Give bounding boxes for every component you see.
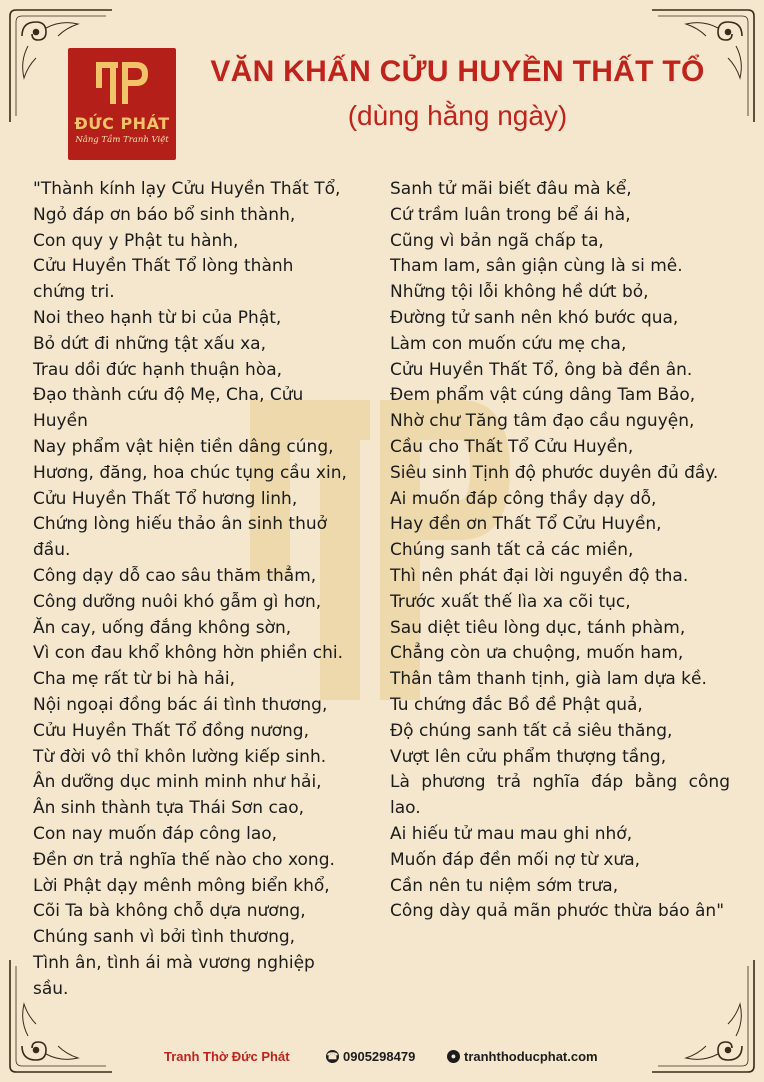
prayer-line: Làm con muốn cứu mẹ cha, (390, 333, 627, 354)
prayer-line: Hương, đăng, hoa chúc tụng cầu xin, (33, 462, 347, 483)
prayer-line: Cửu Huyền Thất Tổ, ông bà đền ân. (390, 359, 693, 380)
prayer-left-column (33, 177, 348, 1003)
prayer-line: Đền ơn trả nghĩa thế nào cho xong. (33, 849, 335, 870)
prayer-line: Những tội lỗi không hề dứt bỏ, (390, 282, 649, 303)
prayer-line: Công dưỡng nuôi khó gẫm gì hơn, (33, 591, 322, 612)
prayer-line: Ai muốn đáp công thầy dạy dỗ, (390, 488, 657, 509)
prayer-line: Cũng vì bản ngã chấp ta, (390, 230, 604, 251)
prayer-line: Trau dồi đức hạnh thuận hòa, (33, 359, 283, 380)
prayer-line: Hay đền ơn Thất Tổ Cửu Huyền, (390, 514, 662, 535)
prayer-line: Siêu sinh Tịnh độ phước duyên đủ đầy. (390, 462, 719, 483)
prayer-line: Chúng sanh vì bởi tình thương, (33, 927, 296, 948)
globe-icon: ● (447, 1050, 460, 1063)
prayer-line: Sanh tử mãi biết đâu mà kể, (390, 179, 632, 199)
prayer-line: Công dày quả mãn phước thừa báo ân" (390, 901, 725, 922)
prayer-line: Đem phẩm vật cúng dâng Tam Bảo, (390, 385, 696, 406)
prayer-line: Đạo thành cứu độ Mẹ, Cha, Cửu Huyền (33, 385, 304, 432)
prayer-line: Cha mẹ rất từ bi hà hải, (33, 669, 236, 690)
prayer-line: Công dạy dỗ cao sâu thăm thẳm, (33, 565, 317, 586)
prayer-right-column (390, 177, 730, 925)
prayer-line: Chẳng còn ưa chuộng, muốn ham, (390, 643, 684, 664)
prayer-line: Nay phẩm vật hiện tiền dâng cúng, (33, 436, 334, 457)
footer (0, 1047, 764, 1069)
prayer-line: Lời Phật dạy mênh mông biển khổ, (33, 875, 330, 896)
prayer-line: Thì nên phát đại lời nguyền độ tha. (390, 565, 689, 586)
footer-brand: Tranh Thờ Đức Phát (164, 1049, 290, 1064)
prayer-line: Tham lam, sân giận cùng là si mê. (390, 256, 683, 277)
prayer-line: "Thành kính lạy Cửu Huyền Thất Tổ, (33, 179, 341, 199)
prayer-line: Cần nên tu niệm sớm trưa, (390, 875, 619, 896)
prayer-line: Cửu Huyền Thất Tổ hương linh, (33, 488, 298, 509)
prayer-line: Chúng sanh tất cả các miền, (390, 540, 634, 561)
prayer-line: Ngỏ đáp ơn báo bổ sinh thành, (33, 204, 296, 225)
prayer-line: Ai hiếu tử mau mau ghi nhớ, (390, 823, 633, 844)
prayer-line: Tình ân, tình ái mà vương nghiệp sầu. (33, 952, 315, 999)
footer-phone-number: 0905298479 (343, 1049, 416, 1064)
brand-logo (68, 48, 176, 160)
logo-tagline: Nâng Tầm Tranh Việt (75, 135, 169, 145)
prayer-line: Bỏ dứt đi những tật xấu xa, (33, 333, 267, 354)
prayer-line: Trước xuất thế lìa xa cõi tục, (390, 591, 631, 612)
prayer-line: Vượt lên cửu phẩm thượng tầng, (390, 746, 667, 767)
prayer-line: Chứng lòng hiếu thảo ân sinh thuở đầu. (33, 514, 328, 561)
logo-brand-name: ĐỨC PHÁT (74, 114, 170, 133)
page-title: VĂN KHẤN CỬU HUYỀN THẤT TỔ (210, 55, 705, 88)
prayer-line: Nhờ chư Tăng tâm đạo cầu nguyện, (390, 411, 695, 432)
prayer-line: Con nay muốn đáp công lao, (33, 823, 278, 844)
prayer-line: Noi theo hạnh từ bi của Phật, (33, 307, 282, 328)
prayer-line: Từ đời vô thỉ khôn lường kiếp sinh. (33, 746, 327, 767)
prayer-line: Muốn đáp đền mối nợ từ xưa, (390, 849, 641, 870)
prayer-line: Cõi Ta bà không chỗ dựa nương, (33, 901, 306, 922)
footer-website-url: tranhthoducphat.com (464, 1049, 598, 1064)
prayer-line: Ân dưỡng dục minh minh như hải, (33, 772, 322, 793)
dp-monogram-icon (92, 56, 152, 112)
prayer-line: Đường tử sanh nên khó bước qua, (390, 307, 679, 328)
prayer-line: Ân sinh thành tựa Thái Sơn cao, (33, 798, 305, 819)
prayer-line: Tu chứng đắc Bồ đề Phật quả, (390, 694, 643, 715)
prayer-line: Độ chúng sanh tất cả siêu thăng, (390, 720, 673, 741)
prayer-line: Ăn cay, uống đắng không sờn, (33, 617, 292, 638)
prayer-line: Nội ngoại đồng bác ái tình thương, (33, 694, 328, 715)
prayer-line: Sau diệt tiêu lòng dục, tánh phàm, (390, 617, 686, 638)
prayer-line: Thân tâm thanh tịnh, già lam dựa kề. (390, 669, 707, 690)
prayer-line: Vì con đau khổ không hờn phiền chi. (33, 643, 344, 664)
prayer-line: Là phương trả nghĩa đáp bằng công lao. (390, 772, 730, 819)
prayer-line: Cứ trầm luân trong bể ái hà, (390, 204, 631, 225)
footer-website (447, 1049, 598, 1064)
phone-icon: ☎ (326, 1051, 339, 1061)
prayer-line: Cửu Huyền Thất Tổ đồng nương, (33, 720, 309, 741)
footer-phone (326, 1049, 415, 1064)
prayer-line: Cầu cho Thất Tổ Cửu Huyền, (390, 436, 634, 457)
page-subtitle: (dùng hằng ngày) (347, 100, 568, 131)
prayer-line: Cửu Huyền Thất Tổ lòng thành chứng tri. (33, 256, 294, 303)
prayer-line: Con quy y Phật tu hành, (33, 230, 239, 251)
